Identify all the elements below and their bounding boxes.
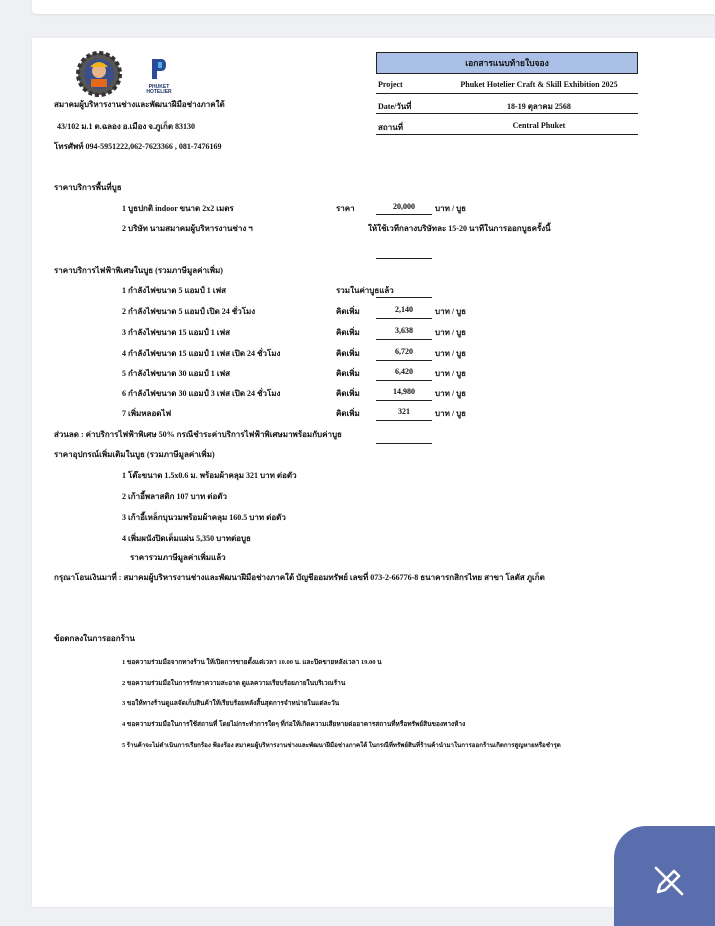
org-address: 43/102 ม.1 ต.ฉลอง อ.เมือง จ.ภูเก็ต 83130 bbox=[57, 122, 196, 131]
divider bbox=[376, 93, 638, 94]
power-item-desc: 6 กำลังไฟขนาด 30 แอมป์ 3 เฟส เปิด 24 ชั่วโมง bbox=[122, 389, 281, 398]
info-value-venue: Central Phuket bbox=[512, 121, 566, 130]
power-item-label: คิดเพิ่ม bbox=[336, 389, 360, 398]
power-item-desc: 4 กำลังไฟขนาด 15 แอมป์ 1 เฟส เปิด 24 ชั่วโมง bbox=[122, 349, 281, 358]
info-value-date: 18-19 ตุลาคม 2568 bbox=[507, 102, 571, 111]
power-item-label: คิดเพิ่ม bbox=[336, 328, 360, 337]
terms-heading: ข้อตกลงในการออกร้าน bbox=[54, 634, 135, 643]
value-underline bbox=[376, 318, 432, 319]
value-underline bbox=[376, 400, 432, 401]
power-item-value: 14,980 bbox=[393, 387, 415, 396]
terms-item: 1 ขอความร่วมมือจากทางร้าน ให้เปิดการขายตั้งแต่เวลา 10.00 น. และปิดขายหลังเวลา 19.00 น bbox=[122, 659, 382, 666]
booth-item-value: 20,000 bbox=[393, 202, 415, 211]
power-item-label: รวมในค่าบูธแล้ว bbox=[336, 286, 394, 295]
info-label-venue: สถานที่ bbox=[378, 123, 403, 132]
power-item-desc: 3 กำลังไฟขนาด 15 แอมป์ 1 เฟส bbox=[122, 328, 231, 337]
power-item-desc: 1 กำลังไฟขนาด 5 แอมป์ 1 เฟส bbox=[122, 286, 227, 295]
org-name: สมาคมผู้บริหารงานช่างและพัฒนาฝีมือช่างภาคใต้ bbox=[54, 100, 225, 109]
power-item-label: คิดเพิ่ม bbox=[336, 349, 360, 358]
power-item-value: 6,720 bbox=[395, 347, 413, 356]
power-item-label: คิดเพิ่ม bbox=[336, 409, 360, 418]
brand-sub: HOTELIER bbox=[146, 89, 172, 95]
power-item-value: 321 bbox=[398, 407, 410, 416]
power-item-value: 3,638 bbox=[395, 326, 413, 335]
power-item-unit: บาท / บูธ bbox=[435, 328, 467, 337]
power-item-unit: บาท / บูธ bbox=[435, 409, 467, 418]
association-logo bbox=[76, 51, 122, 102]
power-item-desc: 7 เพิ่มหลอดไฟ bbox=[122, 409, 172, 418]
info-label-project: Project bbox=[378, 80, 403, 89]
power-item-desc: 2 กำลังไฟขนาด 5 แอมป์ เปิด 24 ชั่วโมง bbox=[122, 307, 256, 316]
power-item-value: 2,140 bbox=[395, 305, 413, 314]
value-underline bbox=[376, 360, 432, 361]
power-item-unit: บาท / บูธ bbox=[435, 349, 467, 358]
info-label-date: Date/วันที่ bbox=[378, 102, 412, 111]
equipment-item: 1 โต๊ะขนาด 1.5x0.6 ม. พร้อมผ้าคลุม 321 บาท ต่อตัว bbox=[122, 471, 297, 480]
payment-info: กรุณาโอนเงินมาที่ : สมาคมผู้บริหารงานช่างและพัฒนาฝีมือช่างภาคใต้ บัญชีออมทรัพย์ เลขที่ 073-2-66776-8 ธนาคารกสิกรไทย สาขา โลตัส ภูเก็ต bbox=[54, 573, 545, 582]
value-underline bbox=[376, 214, 432, 215]
terms-item: 3 ขอให้ทางร้านดูแลจัดเก็บสินค้าให้เรียบร้อยหลังสิ้นสุดการจำหน่ายในแต่ละวัน bbox=[122, 700, 340, 707]
document-page bbox=[32, 38, 715, 907]
booth-item-desc: 2 บริษัท นามสมาคมผู้บริหารงานช่าง ฯ bbox=[122, 224, 253, 233]
equipment-heading: ราคาอุปกรณ์เพิ่มเติมในบูธ (รวมภาษีมูลค่าเพิ่ม) bbox=[54, 450, 215, 459]
booth-item-note: ให้ใช้เวทีกลางบริษัทละ 15-20 นาทีในการออกบูธครั้งนี้ bbox=[368, 224, 551, 233]
value-underline bbox=[376, 443, 432, 444]
booth-item-unit: บาท / บูธ bbox=[435, 204, 467, 213]
power-item-unit: บาท / บูธ bbox=[435, 369, 467, 378]
edit-fab-button[interactable] bbox=[614, 826, 715, 926]
equipment-item: 3 เก้าอี้เหล็กบุนวมพร้อมผ้าคลุม 160.5 บาท ต่อตัว bbox=[122, 513, 286, 522]
booth-item-desc: 1 บูธปกติ indoor ขนาด 2x2 เมตร bbox=[122, 204, 234, 213]
brand-name: PHUKET bbox=[148, 84, 170, 90]
doc-title: เอกสารแนบท้ายใบจอง bbox=[376, 52, 638, 74]
terms-item: 4 ขอความร่วมมือในการใช้สถานที่ โดยไม่กระทำการใดๆ ที่ก่อให้เกิดความเสียหายต่ออาคารสถานที่หรือทรัพย์สินของทางห้าง bbox=[122, 721, 466, 728]
terms-item: 5 ร้านค้าจะไม่ดำเนินการเรียกร้อง ฟ้องร้อง สมาคมผู้บริหารงานช่างและพัฒนาฝีมือช่างภาคใต้ ในกรณีที่ทรัพย์สินที่ร้านค้านำมาในการออกร้านเกิดการสูญหายหรือชำรุด bbox=[122, 742, 561, 749]
power-item-unit: บาท / บูธ bbox=[435, 307, 467, 316]
power-discount: ส่วนลด : ค่าบริการไฟฟ้าพิเศษ 50% กรณีชำระค่าบริการไฟฟ้าพิเศษมาพร้อมกับค่าบูธ bbox=[54, 430, 342, 439]
power-item-value: 6,420 bbox=[395, 367, 413, 376]
power-item-desc: 5 กำลังไฟขนาด 30 แอมป์ 1 เฟส bbox=[122, 369, 231, 378]
divider bbox=[376, 113, 638, 114]
phuket-hotelier-logo bbox=[142, 58, 176, 95]
power-heading: ราคาบริการไฟฟ้าพิเศษในบูธ (รวมภาษีมูลค่าเพิ่ม) bbox=[54, 266, 223, 275]
power-item-label: คิดเพิ่ม bbox=[336, 369, 360, 378]
divider bbox=[376, 134, 638, 135]
org-phone: โทรศัพท์ 094-5951222,062-7623366 , 081-7476169 bbox=[54, 142, 222, 151]
power-item-label: คิดเพิ่ม bbox=[336, 307, 360, 316]
value-underline bbox=[376, 258, 432, 259]
pen-off-icon bbox=[650, 862, 688, 900]
info-value-project: Phuket Hotelier Craft & Skill Exhibition 2025 bbox=[460, 80, 618, 89]
value-underline bbox=[376, 339, 432, 340]
power-item-unit: บาท / บูธ bbox=[435, 389, 467, 398]
booth-item-label: ราคา bbox=[336, 204, 355, 213]
value-underline bbox=[376, 297, 432, 298]
terms-item: 2 ขอความร่วมมือในการรักษาความสะอาด ดูแลความเรียบร้อยภายในบริเวณร้าน bbox=[122, 680, 346, 687]
booth-heading: ราคาบริการพื้นที่บูธ bbox=[54, 183, 122, 192]
equipment-vat-note: ราคารวมภาษีมูลค่าเพิ่มแล้ว bbox=[130, 553, 226, 562]
previous-page-card bbox=[32, 0, 715, 14]
equipment-item: 4 เพิ่มผนังปิดเต็มแผ่น 5,350 บาทต่อบูธ bbox=[122, 534, 251, 543]
value-underline bbox=[376, 420, 432, 421]
value-underline bbox=[376, 380, 432, 381]
equipment-item: 2 เก้าอี้พลาสติก 107 บาท ต่อตัว bbox=[122, 492, 227, 501]
